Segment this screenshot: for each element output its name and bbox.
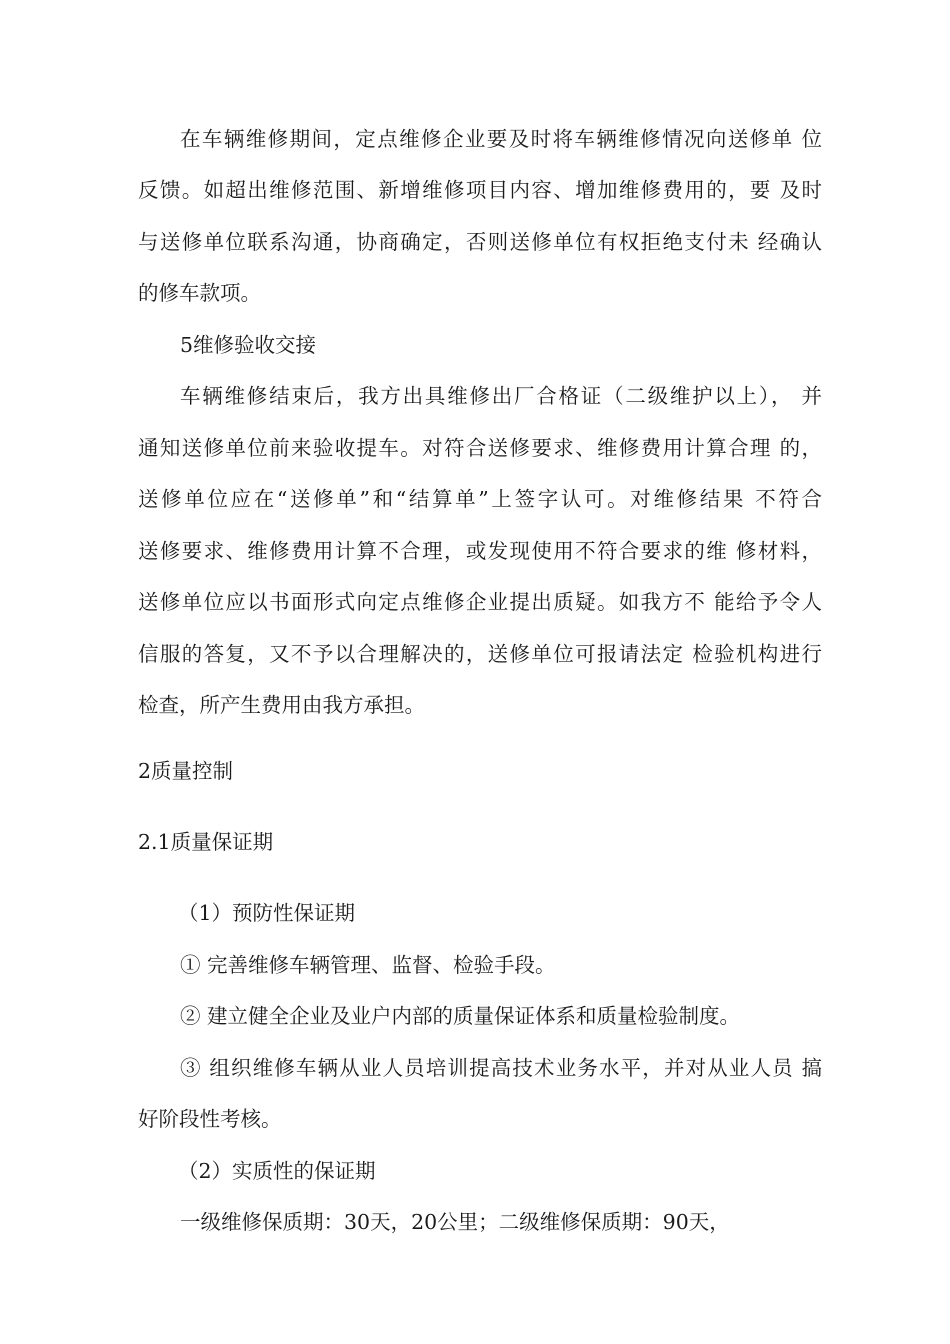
list-item: ② 建立健全企业及业户内部的质量保证体系和质量检验制度。 — [180, 1004, 741, 1028]
paragraph-line: 车辆维修结束后，我方出具维修出厂合格证（二级维护以上）， 并 — [180, 384, 822, 408]
paragraph-line: 检查，所产生费用由我方承担。 — [138, 693, 425, 717]
subsection-heading: （1）预防性保证期 — [178, 901, 356, 925]
section-heading: 2.1质量保证期 — [138, 830, 274, 854]
paragraph-line: 的修车款项。 — [138, 281, 261, 305]
paragraph-line: 送修要求、维修费用计算不合理，或发现使用不符合要求的维 修材料， — [138, 539, 822, 563]
subsection-heading: （2）实质性的保证期 — [178, 1159, 376, 1183]
paragraph-line: 送修单位应以书面形式向定点维修企业提出质疑。如我方不 能给予令人 — [138, 590, 822, 614]
section-heading: 2质量控制 — [138, 759, 234, 783]
section-heading: 5维修验收交接 — [180, 333, 317, 357]
list-item: ③ 组织维修车辆从业人员培训提高技术业务水平，并对从业人员 搞 — [180, 1056, 822, 1080]
paragraph-line: 信服的答复，又不予以合理解决的，送修单位可报请法定 检验机构进行 — [138, 642, 822, 666]
paragraph-line: 反馈。如超出维修范围、新增维修项目内容、增加维修费用的，要 及时 — [138, 178, 822, 202]
paragraph-line: 送修单位应在“送修单”和“结算单”上签字认可。对维修结果 不符合 — [138, 487, 822, 511]
paragraph-line: 一级维修保质期：30天，20公里；二级维修保质期：90天， — [180, 1210, 730, 1234]
paragraph-line: 通知送修单位前来验收提车。对符合送修要求、维修费用计算合理 的， — [138, 436, 822, 460]
paragraph-line: 与送修单位联系沟通，协商确定，否则送修单位有权拒绝支付未 经确认 — [138, 230, 822, 254]
list-item: 好阶段性考核。 — [138, 1107, 282, 1131]
list-item: ① 完善维修车辆管理、监督、检验手段。 — [180, 953, 556, 977]
paragraph-line: 在车辆维修期间，定点维修企业要及时将车辆维修情况向送修单 位 — [180, 127, 822, 151]
